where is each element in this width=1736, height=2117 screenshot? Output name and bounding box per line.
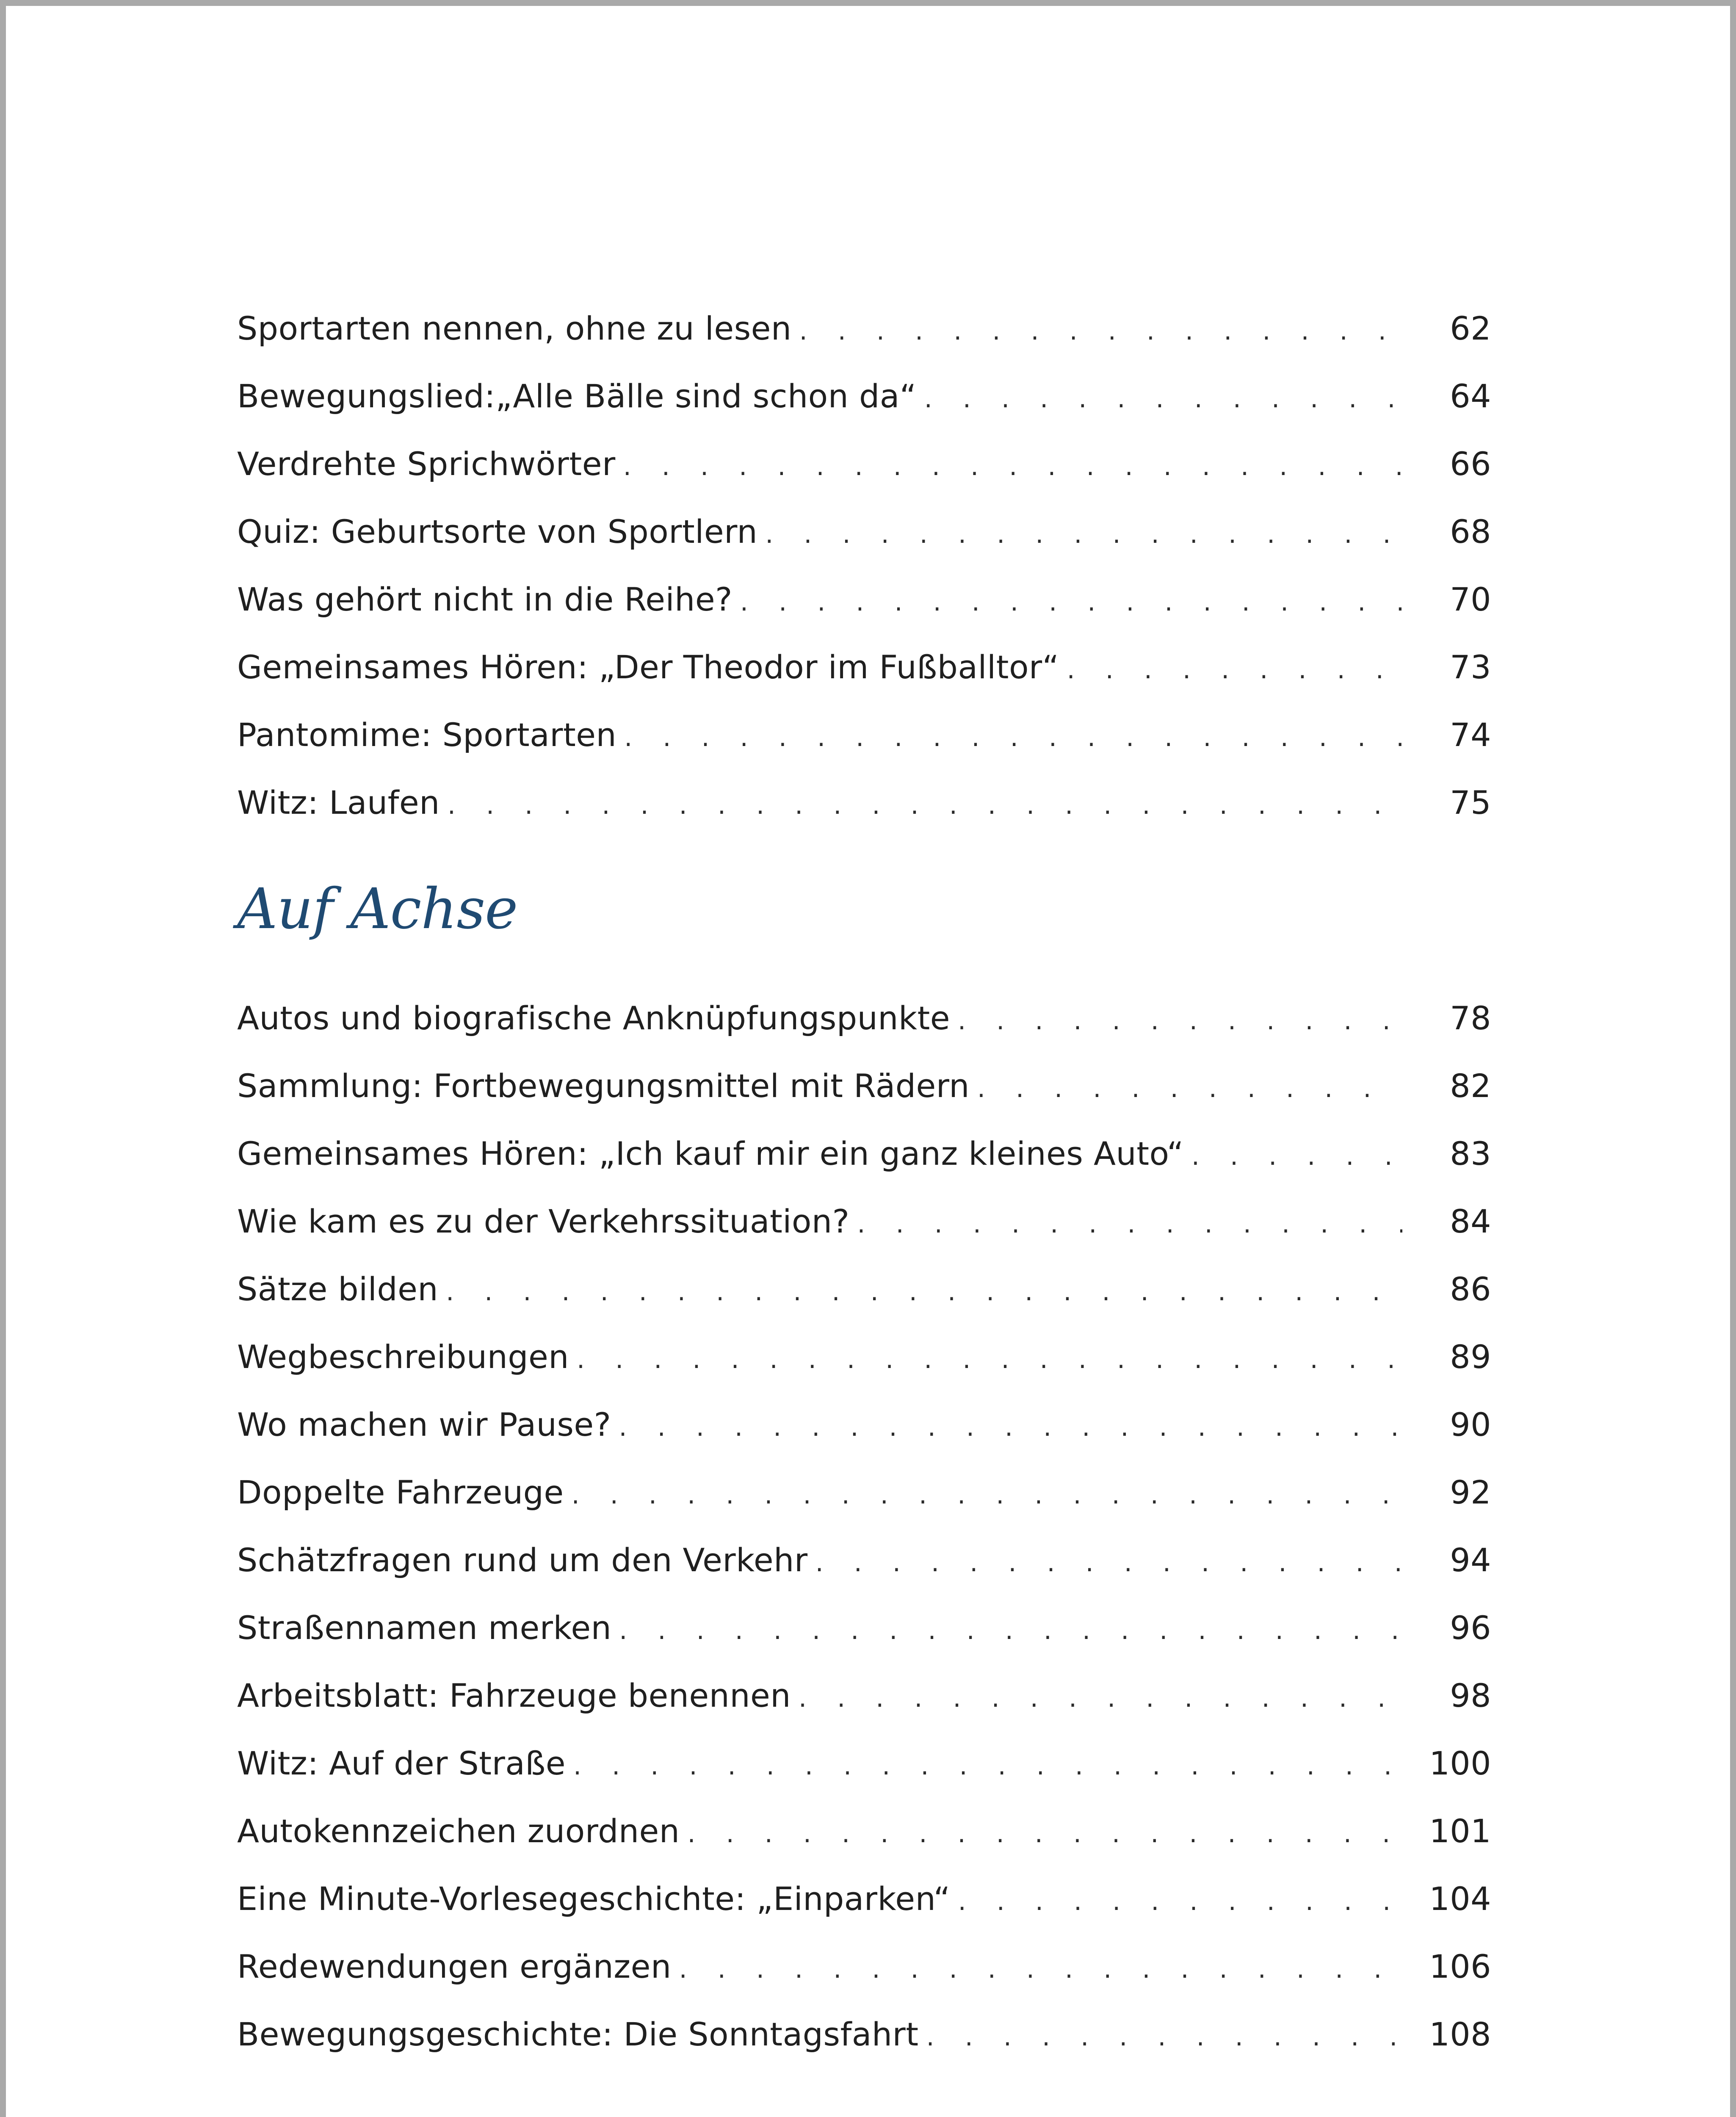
toc-entry[interactable] (237, 295, 1491, 362)
toc-entry[interactable] (237, 2106, 1491, 2117)
toc-dot-leader (446, 1258, 1402, 1326)
toc-dot-leader (740, 568, 1402, 636)
toc-entry-page-number: 94 (1450, 1541, 1491, 1579)
toc-entry-title (237, 2106, 504, 2117)
toc-list-part3 (237, 2106, 1491, 2117)
toc-entry-title: Bewegungsgeschichte: Die Sonntagsfahrt (237, 2015, 919, 2053)
toc-entry-title: Arbeitsblatt: Fahrzeuge benennen (237, 1677, 791, 1714)
toc-entry[interactable] (237, 1391, 1491, 1459)
toc-dot-leader (799, 297, 1402, 365)
toc-entry[interactable] (237, 1459, 1491, 1526)
toc-dot-leader (958, 1868, 1402, 1935)
toc-entry-title: Witz: Laufen (237, 784, 440, 821)
toc-dot-leader (623, 433, 1402, 500)
toc-entry[interactable] (237, 633, 1491, 701)
toc-entry-title: Witz: Auf der Straße (237, 1744, 566, 1782)
toc-entry[interactable] (237, 1323, 1491, 1391)
toc-entry-title: Straßennamen merken (237, 1609, 612, 1647)
toc-dot-leader (619, 1597, 1402, 1664)
toc-entry-title: Quiz: Geburtsorte von Sportlern (237, 513, 758, 550)
toc-entry-page-number: 86 (1450, 1270, 1491, 1308)
toc-dot-leader (857, 1190, 1402, 1258)
toc-entry-title: Sätze bilden (237, 1270, 439, 1308)
toc-entry-page-number: 66 (1450, 445, 1491, 483)
toc-entry-title: Gemeinsames Hören: „Ich kauf mir ein ganz kleines Auto“ (237, 1135, 1184, 1172)
section-heading: Auf Achse (237, 876, 518, 942)
toc-entry[interactable] (237, 1526, 1491, 1594)
toc-dot-leader (512, 2109, 1402, 2117)
toc-entry[interactable] (237, 1730, 1491, 1797)
toc-dot-leader (572, 1461, 1402, 1529)
toc-entry-page-number: 68 (1450, 513, 1491, 550)
toc-dot-leader (577, 1326, 1402, 1393)
toc-entry[interactable] (237, 769, 1491, 837)
toc-entry[interactable] (237, 1594, 1491, 1662)
toc-entry-title: Pantomime: Sportarten (237, 716, 617, 754)
toc-entry-title: Wie kam es zu der Verkehrssituation? (237, 1202, 850, 1240)
toc-entry-title: Gemeinsames Hören: „Der Theodor im Fußballtor“ (237, 648, 1059, 686)
toc-entry-title: Verdrehte Sprichwörter (237, 445, 616, 483)
toc-entry-page-number (1407, 2106, 1491, 2117)
toc-dot-leader (815, 1529, 1402, 1597)
toc-entry[interactable] (237, 1662, 1491, 1730)
toc-entry[interactable] (237, 1865, 1491, 1933)
toc-entry-page-number: 101 (1429, 1812, 1491, 1850)
toc-entry[interactable] (237, 430, 1491, 498)
toc-entry-title: Autokennzeichen zuordnen (237, 1812, 680, 1850)
toc-dot-leader (924, 365, 1402, 433)
toc-dot-leader (624, 704, 1402, 771)
toc-entry-page-number: 70 (1450, 580, 1491, 618)
toc-entry-page-number: 74 (1450, 716, 1491, 754)
toc-dot-leader (687, 1800, 1402, 1868)
toc-dot-leader (1067, 636, 1402, 704)
toc-entry[interactable] (237, 1188, 1491, 1255)
toc-entry[interactable] (237, 566, 1491, 633)
toc-dot-leader (619, 1393, 1402, 1461)
toc-entry-title: Schätzfragen rund um den Verkehr (237, 1541, 808, 1579)
toc-entry-page-number: 90 (1450, 1406, 1491, 1443)
toc-entry[interactable] (237, 498, 1491, 566)
toc-dot-leader (926, 2003, 1402, 2071)
toc-entry-page-number: 98 (1450, 1677, 1491, 1714)
toc-entry-title: Redewendungen ergänzen (237, 1948, 672, 1985)
toc-dot-leader (1191, 1122, 1402, 1190)
toc-entry[interactable] (237, 984, 1491, 1052)
toc-entry-page-number: 92 (1450, 1473, 1491, 1511)
toc-entry-page-number: 73 (1450, 648, 1491, 686)
toc-list-part2 (237, 984, 1491, 2068)
toc-entry-page-number: 108 (1429, 2015, 1491, 2053)
toc-entry[interactable] (237, 701, 1491, 769)
toc-dot-leader (679, 1935, 1402, 2003)
toc-entry-page-number: 62 (1450, 310, 1491, 347)
toc-entry[interactable] (237, 362, 1491, 430)
toc-entry-title: Eine Minute-Vorlesegeschichte: „Einparken“ (237, 1880, 951, 1918)
toc-entry-title: Bewegungslied:„Alle Bälle sind schon da“ (237, 377, 917, 415)
toc-entry-page-number: 106 (1429, 1948, 1491, 1985)
toc-entry[interactable] (237, 2001, 1491, 2068)
toc-dot-leader (573, 1732, 1402, 1800)
toc-entry-page-number: 100 (1429, 1744, 1491, 1782)
toc-entry[interactable] (237, 1933, 1491, 2001)
toc-entry-page-number: 78 (1450, 999, 1491, 1037)
toc-entry-title: Was gehört nicht in die Reihe? (237, 580, 733, 618)
toc-dot-leader (765, 500, 1402, 568)
toc-entry-title: Wo machen wir Pause? (237, 1406, 611, 1443)
toc-entry-page-number: 82 (1450, 1067, 1491, 1105)
toc-entry[interactable] (237, 1797, 1491, 1865)
toc-entry-title: Wegbeschreibungen (237, 1338, 569, 1376)
toc-dot-leader (448, 771, 1402, 839)
toc-entry-page-number: 96 (1450, 1609, 1491, 1647)
toc-list-part1 (237, 295, 1491, 837)
toc-entry-page-number: 75 (1450, 784, 1491, 821)
toc-entry-page-number: 83 (1450, 1135, 1491, 1172)
toc-entry-title: Sammlung: Fortbewegungsmittel mit Rädern (237, 1067, 970, 1105)
toc-entry-page-number: 104 (1429, 1880, 1491, 1918)
toc-entry[interactable] (237, 1255, 1491, 1323)
toc-dot-leader (977, 1055, 1402, 1122)
toc-entry-title: Autos und biografische Anknüpfungspunkte (237, 999, 951, 1037)
toc-entry-page-number: 84 (1450, 1202, 1491, 1240)
toc-entry-page-number: 89 (1450, 1338, 1491, 1376)
toc-entry[interactable] (237, 1052, 1491, 1120)
toc-entry-page-number: 64 (1450, 377, 1491, 415)
toc-entry-title: Sportarten nennen, ohne zu lesen (237, 310, 792, 347)
toc-entry[interactable] (237, 1120, 1491, 1188)
toc-dot-leader (799, 1664, 1402, 1732)
toc-entry-title: Doppelte Fahrzeuge (237, 1473, 564, 1511)
toc-dot-leader (958, 987, 1402, 1055)
